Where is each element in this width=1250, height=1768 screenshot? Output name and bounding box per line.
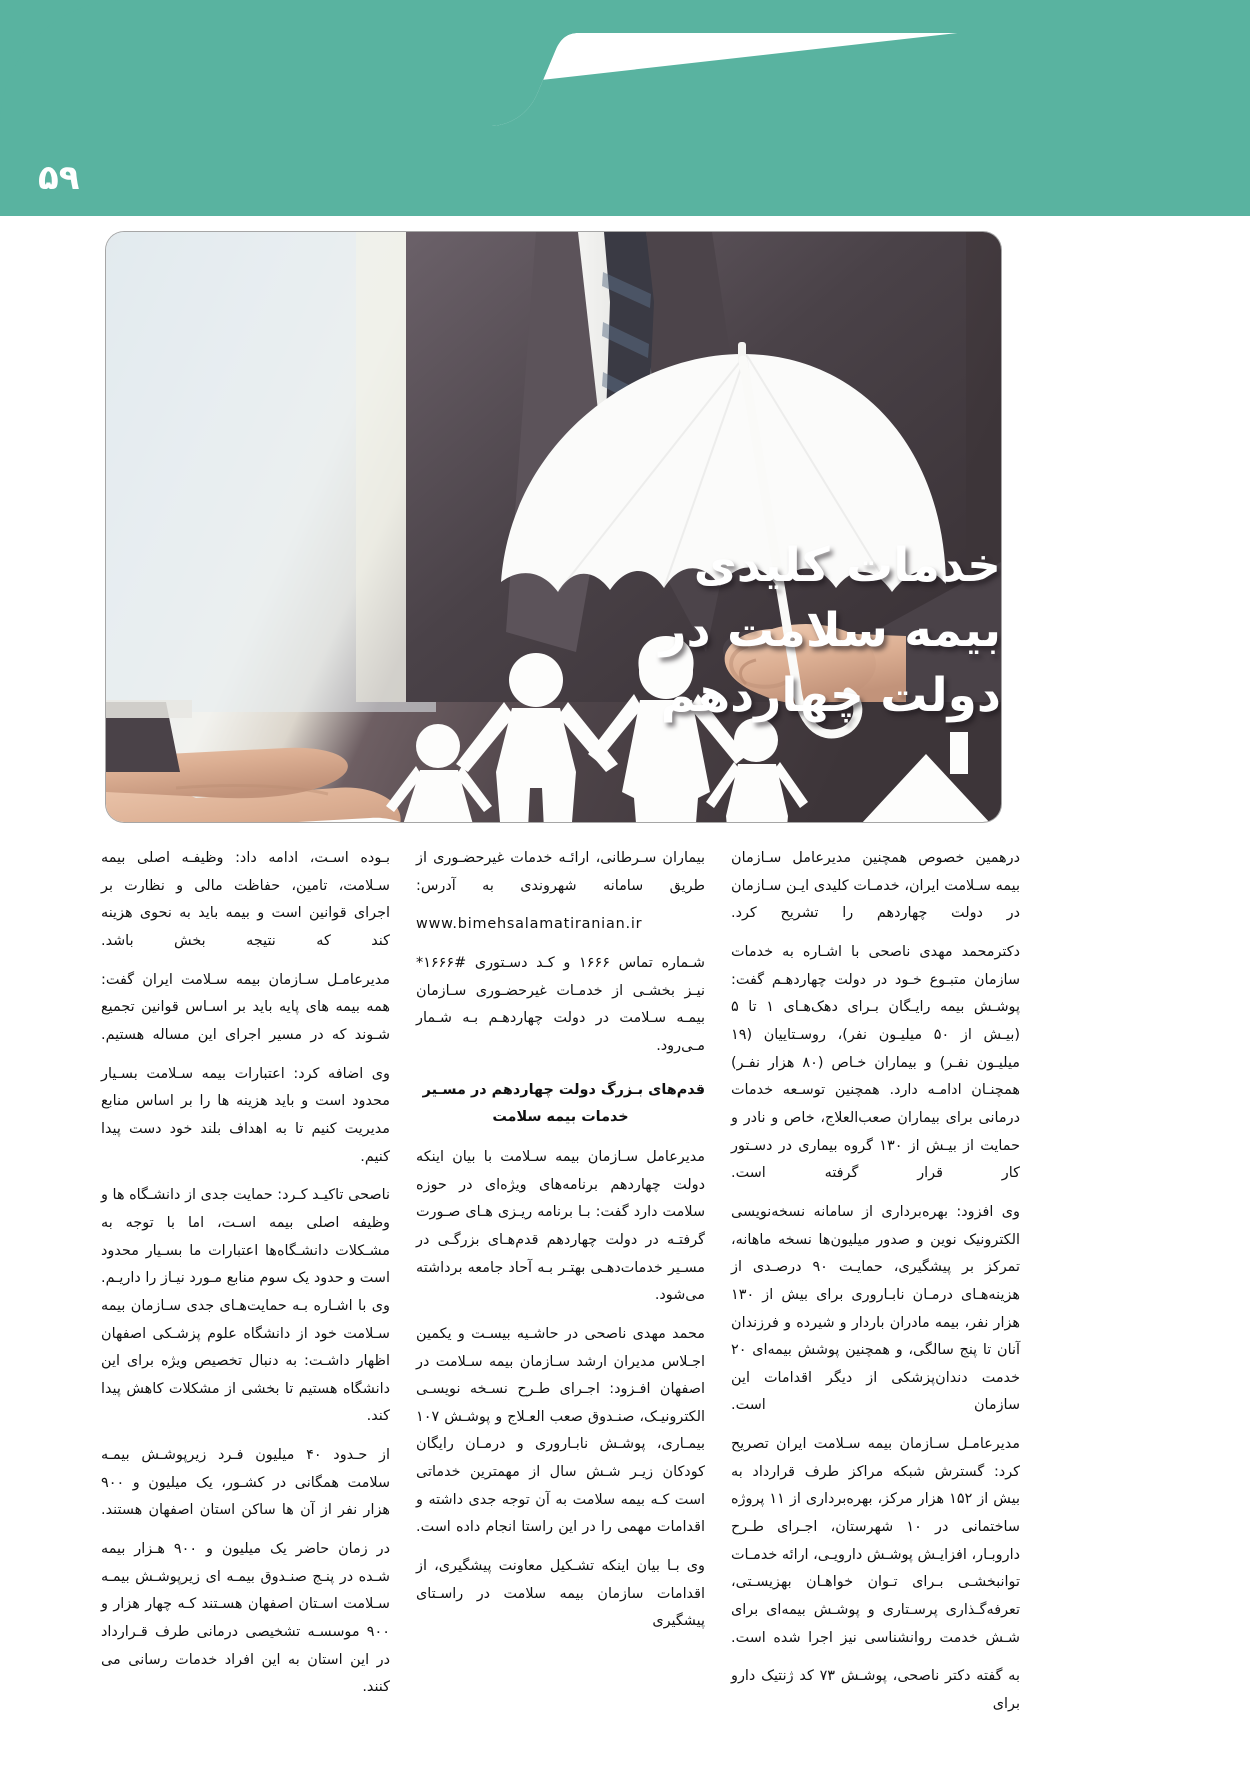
article-columns bbox=[100, 845, 1021, 1713]
column-middle bbox=[416, 845, 705, 1630]
paragraph: درهمین خصوص همچنین مدیرعامل سـازمان بیمه سـلامت ایران، خدمـات کلیدی ایـن سـازمان در دولت چهاردهم را تشریح کرد. bbox=[731, 850, 1020, 922]
paragraph: بـوده اسـت، ادامه داد: وظیفـه اصلی بیمه سـلامت، تامین، حفاظت مالی و نظارت بر اجرای قوانین است و بیمه باید به نحوی هزینه کند که نتیجه بخش باشد. bbox=[101, 850, 390, 949]
paragraph: در زمان حاضر یک میلیون و ۹۰۰ هـزار بیمه شـده در پنـج صنـدوق بیمـه ای زیرپوشـش بیمـه سـلامت اسـتان اصفهان هسـتند کـه چهار هزار و ۹۰۰ موسسـه تشخیصی درمانی طرف قـرارداد در این استان به این افراد خدمات رسانی می کنند. bbox=[101, 1541, 390, 1696]
paragraph: به گفته دکتر ناصحی، پوشـش ۷۳ کد ژنتیک دارو برای bbox=[731, 1668, 1021, 1713]
paragraph: ناصحی تاکیـد کـرد: حمایت جدی از دانشـگاه ها و وظیفه اصلی بیمه اسـت، اما با توجه به مشـکلات دانشـگاه‌ها اعتبارات ما بسـیار محدود است و حدود یک سوم منابع مـورد نیـاز را داریـم. وی با اشـاره بـه حمایت‌هـای جدی سـازمان بیمه سـلامت خود از دانشگاه علوم پزشـکی اصفهان اظهار داشـت: به دنبال تخصیص ویژه برای این دانشگاه هستیم تا بخشی از مشکلات کاهش پیدا کند. bbox=[101, 1187, 390, 1425]
paragraph: مدیرعامـل سـازمان بیمه سـلامت ایران گفت: همه بیمه های پایه باید بر اسـاس قوانین تجمیع شـوند که در مسیر اجرای این مساله هستیم. bbox=[101, 971, 390, 1043]
paragraph: دکترمحمد مهدی ناصحی با اشـاره به خدمات سازمان متبـوع خـود در دولت چهاردهـم گفت: پوشـش بیمه رایـگان بـرای دهک‌هـای ۱ تا ۵ (بیـش از ۵۰ میلیـون نفر)، روسـتاییان (۱۹ میلیـون نفـر) و بیماران خـاص (۸۰ هزار نفـر) همچنـان ادامـه دارد. همچنین توسـعه خدمات درمانی برای بیماران صعب‌العلاج، خاص و نادر و حمایت از بیـش از ۱۳۰ گروه بیماری در دسـتور کار قرار گرفته است. bbox=[731, 943, 1020, 1182]
column-right bbox=[731, 845, 1021, 1713]
paragraph: وی بـا بیان اینکه تشـکیل معاونت پیشگیری، از اقدامات سازمان بیمه سلامت در راسـتای پیشگیری bbox=[416, 1558, 705, 1630]
paragraph: محمد مهدی ناصحی در حاشـیه بیسـت و یکمین اجـلاس مدیران ارشد سـازمان بیمه سـلامت در اصفهان افـزود: اجـرای طـرح نسـخه نویسـی الکترونیـک، صنـدوق صعب العـلاج و پوشـش ۱۰۷ بیمـاری، پوشـش نابـاروری و درمـان رایگان کودکان زیـر شـش سال از مهمترین خدماتی است کـه بیمه سلامت به آن توجه جدی داشته و اقدامات مهمی را در این راستا انجام داده است. bbox=[416, 1325, 705, 1536]
hero-image bbox=[106, 232, 1001, 822]
paragraph: بیماران سـرطانی، ارائـه خدمات غیرحضـوری از طریق سامانه شهروندی به آدرس: bbox=[416, 850, 705, 894]
column-left bbox=[101, 845, 390, 1696]
hero-title-line-3: دولت چهاردهم bbox=[660, 667, 1001, 723]
paragraph: وی افزود: بهره‌برداری از سامانه نسخه‌نویسی الکترونیک نوین و صدور میلیون‌ها نسخه ماهانه، تمرکز بر پیشگیری، حمایـت ۹۰ درصـدی از هزینه‌هـای درمـان نابـاروری برای بیش از ۱۳۰ هزار نفر، بیمه مادران باردار و شیرده و فرزندان آنان تا پنج سالگی، و همچنین پوشش بیمه‌ای ۲۰ خدمت دندان‌پزشکی از دیگر اقدامات این سازمان است. bbox=[731, 1203, 1020, 1414]
page-number: ۵۹ bbox=[38, 158, 80, 198]
paragraph: از حـدود ۴۰ میلیون فـرد زیرپوشـش بیمـه سلامت همگانی در کشـور، یک میلیون و ۹۰۰ هزار نفر از آن ها ساکن استان اصفهان هستند. bbox=[101, 1447, 390, 1519]
website-url[interactable]: www.bimehsalamatiranian.ir bbox=[416, 916, 643, 933]
page-header-banner bbox=[0, 0, 1250, 216]
paragraph: مدیرعامل سـازمان بیمه سـلامت با بیان اینکه دولت چهاردهم برنامه‌های ویژه‌ای در حوزه سلامت دارد گفت: بـا برنامه ریـزی هـای صـورت گرفتـه در دولت چهاردهم قدم‌هـای بزرگـی در مسـیر خدمات‌دهـی بهتـر بـه آحاد جامعه برداشته می‌شود. bbox=[416, 1148, 705, 1304]
hero-title-line-2: بیمه سلامت در bbox=[659, 602, 1001, 658]
hero-photo-illustration bbox=[106, 232, 1001, 822]
paragraph: مدیرعامـل سـازمان بیمه سـلامت ایران تصریح کرد: گسترش شبکه مراکز طرف قرارداد به بیش از ۱۵۲ هزار مرکز، بهره‌برداری از ۱۱ پروژه ساختمانی در ۱۰ شهرستان، اجـرای طـرح داروبـار، افزایـش پوشـش دارویـی، ارائه خدمـات توانبخشـی بـرای تـوان خواهـان بهزیسـتی، تعرفه‌گـذاری پرسـتاری و پوشـش بیمه‌ای برای شـش خدمت روانشناسی نیز اجرا شده است. bbox=[731, 1436, 1020, 1646]
section-subheading: قدم‌های بـزرگ دولت چهاردهم در مسـیر خدمات بیمه سلامت bbox=[422, 1081, 705, 1126]
hero-title-line-1: خدمات کلیدی bbox=[693, 538, 1001, 593]
paragraph: وی اضافه کرد: اعتبارات بیمه سـلامت بسـیار محدود است و باید هزینه ها را بر اساس منابع مدیریت کنیم تا به اهداف بلند خود دست پیدا کنیم. bbox=[101, 1065, 390, 1165]
paragraph: شـماره تماس ۱۶۶۶ و کـد دسـتوری #۱۶۶۶* نیـز بخشـی از خدمـات غیرحضـوری سـازمان بیمـه سـلامت در دولت چهاردهـم بـه شـمار مـی‌رود. bbox=[416, 954, 705, 1054]
banner-shape bbox=[0, 0, 1250, 216]
